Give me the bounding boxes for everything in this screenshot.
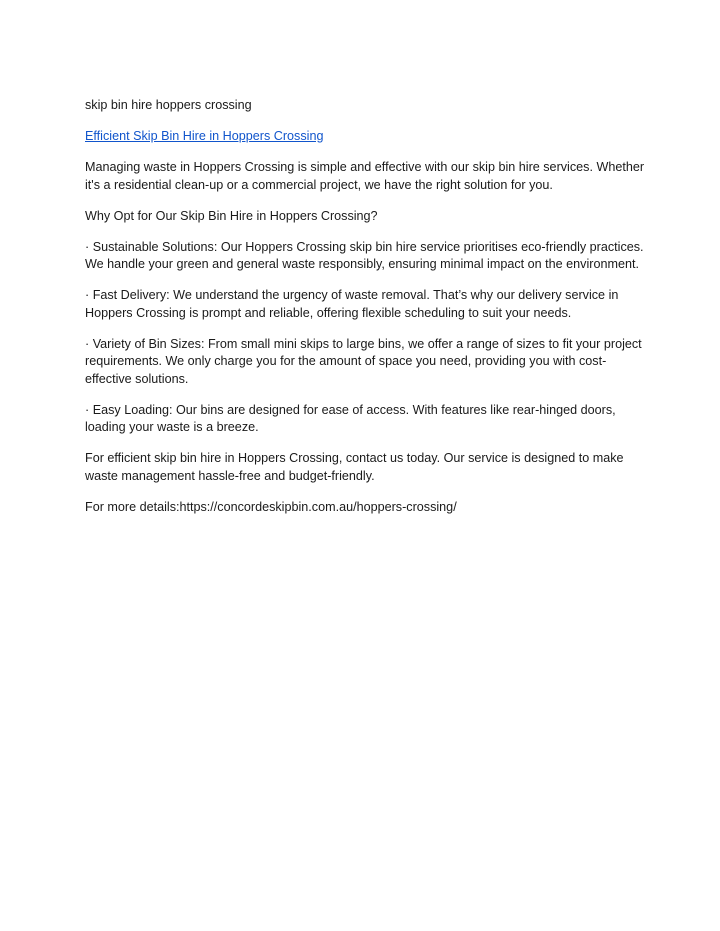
bullet-fast-delivery: · Fast Delivery: We understand the urgency of waste removal. That’s why our delivery service in Hoppers Crossing is prompt and reliable, offering flexible scheduling to suit your needs. — [85, 288, 619, 320]
intro-paragraph: Managing waste in Hoppers Crossing is simple and effective with our skip bin hire services. Whether it's a residential clean-up or a commercial project, we have the right solution for you. — [85, 160, 645, 192]
question-paragraph: Why Opt for Our Skip Bin Hire in Hoppers Crossing? — [85, 208, 378, 223]
bullet-sustainable: · Sustainable Solutions: Our Hoppers Crossing skip bin hire service prioritises eco-friendly practices. We handle your green and general waste responsibly, ensuring minimal impact on the environment. — [85, 239, 644, 271]
document-page — [85, 97, 645, 530]
bullet-bin-sizes: · Variety of Bin Sizes: From small mini skips to large bins, we offer a range of sizes to fit your project requirements. We only charge you for the amount of space you need, providing you with cost-effective solutions. — [85, 336, 642, 386]
bullet-easy-loading: · Easy Loading: Our bins are designed for ease of access. With features like rear-hinged doors, loading your waste is a breeze. — [85, 402, 616, 434]
closing-paragraph: For efficient skip bin hire in Hoppers Crossing, contact us today. Our service is designed to make waste management hassle-free and budget-friendly. — [85, 451, 624, 483]
details-paragraph: For more details:https://concordeskipbin.com.au/hoppers-crossing/ — [85, 499, 457, 514]
skip-bin-hire-link[interactable]: Efficient Skip Bin Hire in Hoppers Crossing — [85, 129, 324, 143]
document-heading: skip bin hire hoppers crossing — [85, 98, 252, 112]
page-link[interactable] — [85, 128, 645, 146]
